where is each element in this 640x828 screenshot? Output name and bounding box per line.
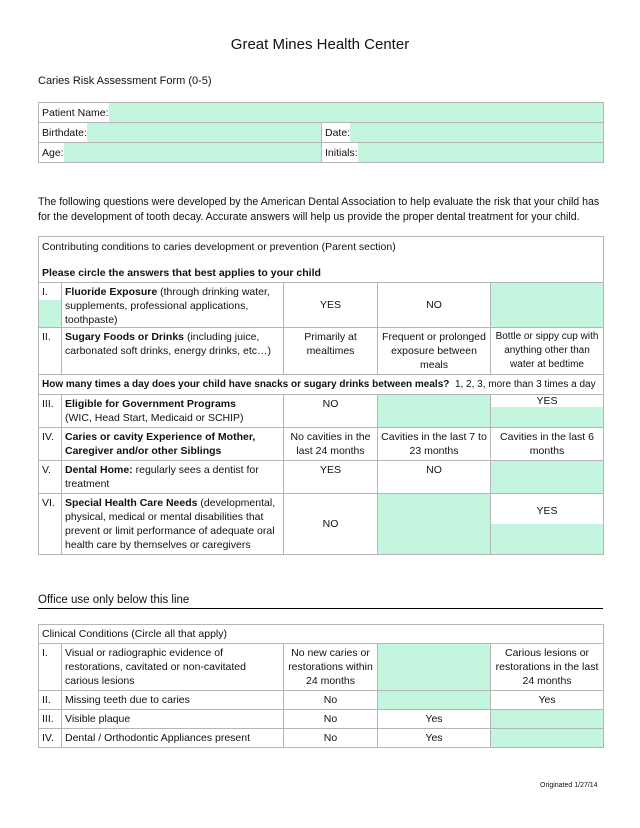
answer-blank [378, 494, 491, 555]
table-row [39, 691, 604, 710]
clinical-conditions-table [38, 624, 604, 748]
row-number: III. [39, 395, 62, 428]
answer-blank [491, 710, 604, 729]
date-label: Date: [325, 126, 351, 139]
form-name: Caries Risk Assessment Form (0-5) [38, 75, 212, 87]
row-label: Visual or radiographic evidence of restorations, cavitated or non-cavitated carious lesions [62, 644, 284, 691]
row-number: III. [39, 710, 62, 729]
row-title: Caries or cavity Experience of Mother, Caregiver and/or other Siblings [62, 428, 284, 461]
row-label: Dental / Orthodontic Appliances present [62, 729, 284, 748]
page-title: Great Mines Health Center [230, 36, 410, 53]
row-label: Missing teeth due to caries [62, 691, 284, 710]
row-title: Fluoride Exposure [65, 286, 158, 298]
row-title: Special Health Care Needs [65, 497, 198, 509]
answer-option[interactable]: NO [378, 461, 491, 494]
office-use-heading: Office use only below this line [38, 594, 603, 609]
footer-originated: Originated 1/27/14 [540, 782, 598, 789]
answer-option[interactable]: Cavities in the last 6 months [491, 428, 604, 461]
table-row [39, 428, 604, 461]
birthdate-field[interactable] [87, 123, 321, 142]
answer-option[interactable]: YES [536, 395, 558, 407]
snack-question: How many times a day does your child have snacks or sugary drinks between meals? [42, 378, 450, 390]
answer-option[interactable]: Yes [378, 710, 491, 729]
age-label: Age: [42, 146, 64, 159]
row-number: I. [42, 286, 48, 298]
clinical-heading: Clinical Conditions (Circle all that apply) [39, 625, 604, 644]
table-row [39, 461, 604, 494]
table-row [39, 283, 604, 328]
answer-option[interactable]: YES [536, 505, 558, 517]
row-number: I. [39, 644, 62, 691]
parent-section-heading: Contributing conditions to caries development or prevention (Parent section) [42, 241, 396, 253]
table-row [39, 328, 604, 375]
answer-blank [378, 395, 491, 428]
answer-blank [491, 729, 604, 748]
initials-field[interactable] [358, 143, 603, 162]
answer-option[interactable]: Yes [378, 729, 491, 748]
answer-option[interactable]: Cavities in the last 7 to 23 months [378, 428, 491, 461]
row-desc: (WIC, Head Start, Medicaid or SCHIP) [65, 412, 244, 424]
answer-option[interactable]: NO [378, 283, 491, 328]
date-field[interactable] [350, 123, 603, 142]
answer-option[interactable]: Bottle or sippy cup with anything other than water at bedtime [491, 328, 604, 375]
answer-option[interactable]: Frequent or prolonged exposure between meals [378, 328, 491, 375]
row-title: Dental Home: [65, 464, 133, 476]
answer-option[interactable]: No cavities in the last 24 months [284, 428, 378, 461]
birthdate-label: Birthdate: [42, 126, 87, 139]
answer-option[interactable]: Yes [491, 691, 604, 710]
answer-blank [378, 691, 491, 710]
answer-option[interactable]: No [284, 691, 378, 710]
answer-option[interactable]: YES [284, 283, 378, 328]
row-number: II. [39, 691, 62, 710]
answer-blank [491, 283, 604, 328]
initials-label: Initials: [325, 146, 358, 159]
age-field[interactable] [64, 143, 321, 162]
answer-blank [378, 644, 491, 691]
patient-info-table [38, 102, 604, 163]
answer-option[interactable]: No new caries or restorations within 24 months [284, 644, 378, 691]
row-desc: (including juice, carbonated soft drinks, energy drinks, etc…) [65, 331, 272, 357]
answer-option[interactable]: NO [284, 494, 378, 555]
table-row [39, 644, 604, 691]
table-row [39, 729, 604, 748]
parent-section-instruction: Please circle the answers that best applies to your child [42, 267, 321, 279]
intro-paragraph: The following questions were developed by the American Dental Association to help evaluate the risk that your child has for the development of tooth decay. Accurate answers will help us provide the proper dental treatment for your child. [38, 196, 600, 223]
row-title: Sugary Foods or Drinks [65, 331, 185, 343]
row-number: II. [39, 328, 62, 375]
row-title: Eligible for Government Programs [65, 398, 236, 410]
row-number: VI. [39, 494, 62, 555]
answer-option[interactable]: Carious lesions or restorations in the last 24 months [491, 644, 604, 691]
table-row [39, 710, 604, 729]
snack-options[interactable]: 1, 2, 3, more than 3 times a day [454, 378, 596, 390]
answer-blank [491, 461, 604, 494]
answer-option[interactable]: No [284, 710, 378, 729]
answer-option[interactable]: Primarily at mealtimes [284, 328, 378, 375]
patient-name-field[interactable] [109, 103, 603, 122]
row-number: IV. [39, 428, 62, 461]
row-label: Visible plaque [62, 710, 284, 729]
table-row [39, 395, 604, 428]
answer-option[interactable]: NO [284, 395, 378, 428]
row-desc: (developmental, physical, medical or mental disabilities that prevent or limit performance of adequate oral health care by themselves or caregivers [65, 497, 276, 551]
patient-name-label: Patient Name: [42, 106, 109, 119]
row-desc: regularly sees a dentist for treatment [65, 464, 259, 490]
row-number: V. [39, 461, 62, 494]
row-desc: (through drinking water, supplements, professional applications, toothpaste) [65, 286, 270, 326]
answer-option[interactable]: YES [284, 461, 378, 494]
table-row [39, 494, 604, 555]
answer-option[interactable]: No [284, 729, 378, 748]
row-number: IV. [39, 729, 62, 748]
parent-section-table [38, 236, 604, 555]
